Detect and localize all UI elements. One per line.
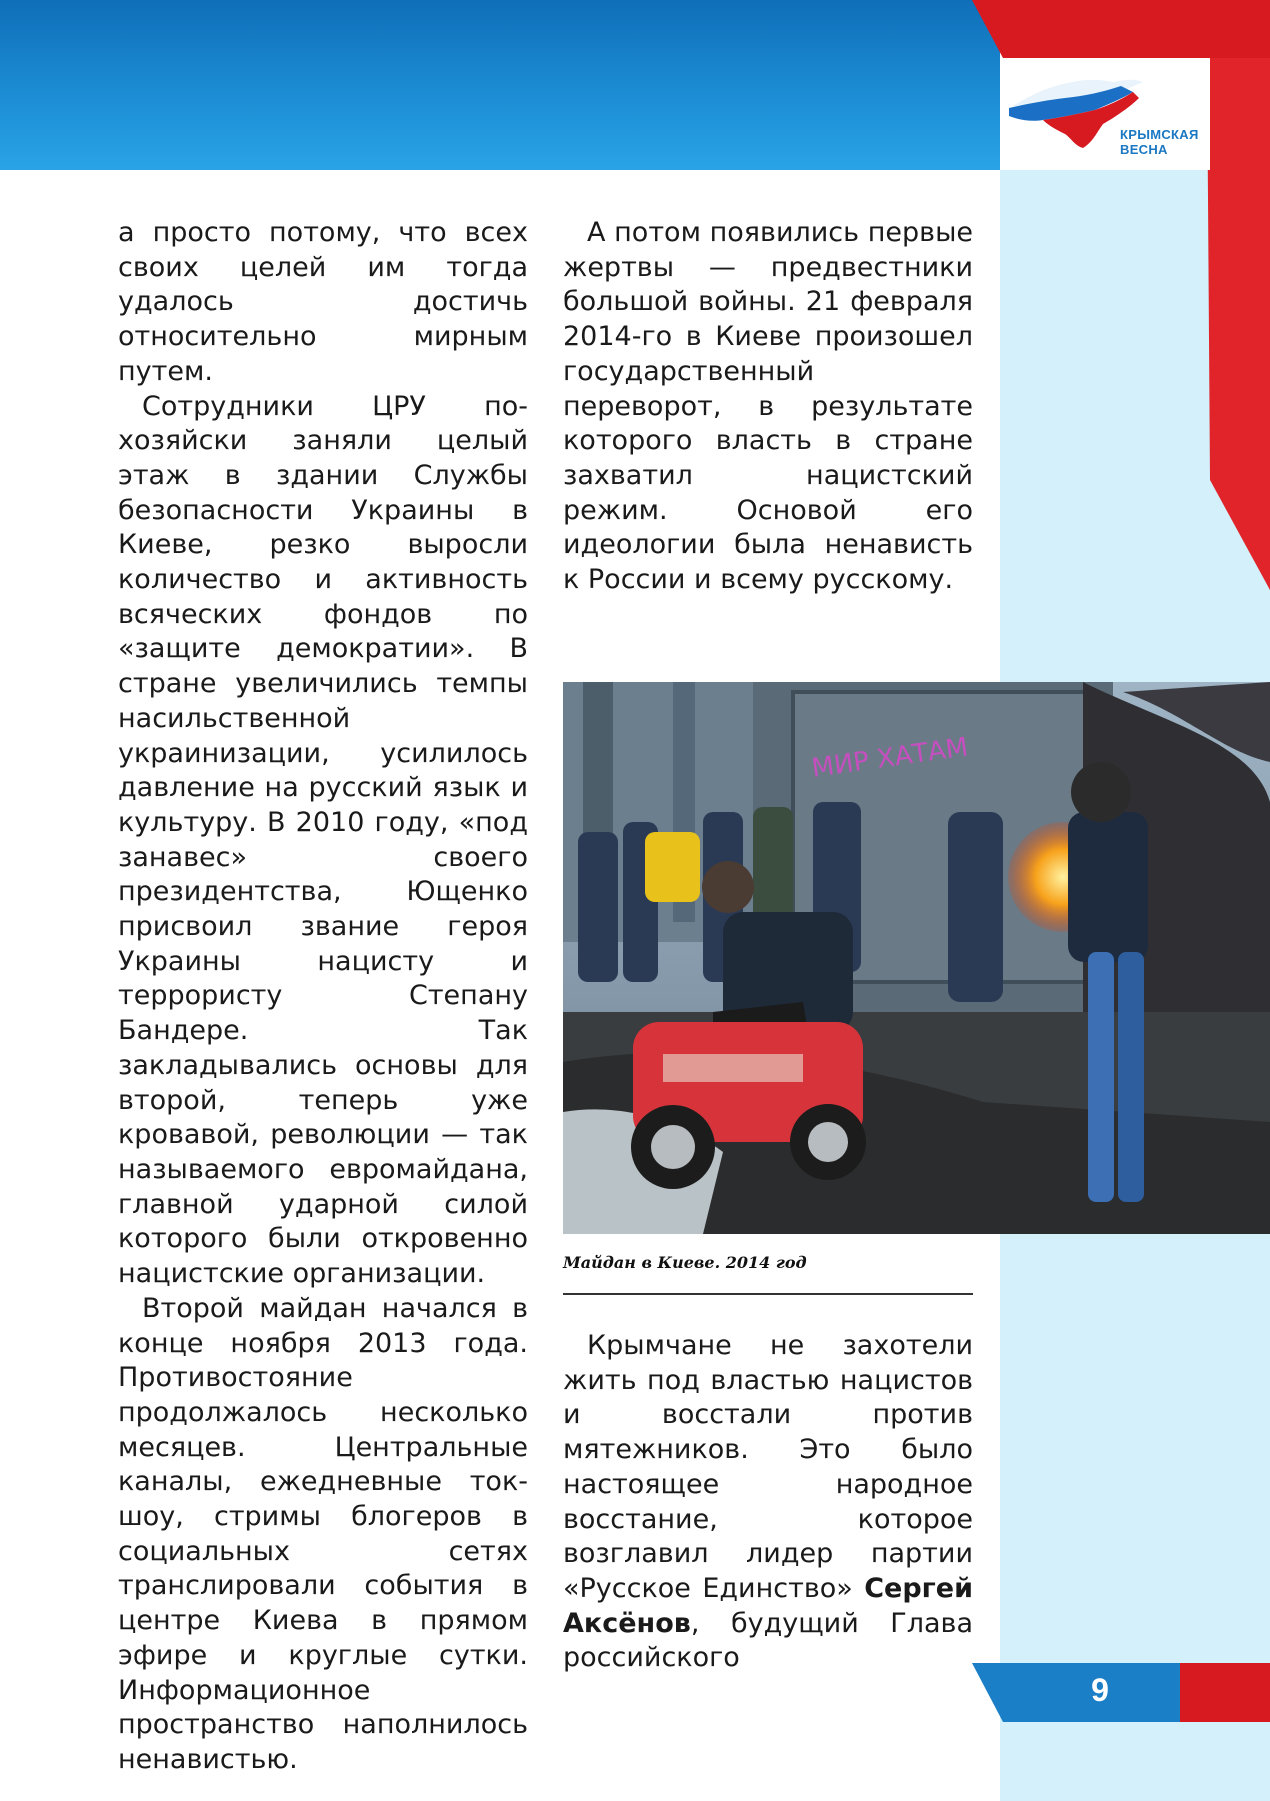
graffiti-text: МИР ХАТАМ bbox=[809, 732, 970, 784]
logo-line-1: КРЫМСКАЯ bbox=[1120, 127, 1199, 142]
paragraph: Второй майдан начался в конце ноября 2013 года. Противостояние продолжалось несколько месяцев. Центральные каналы, ежедневные ток-шоу, стримы блогеров в социальных сетях транслировали события в центре Киева в прямом эфире и круглые сутки. Информационное пространство наполнилось ненавистью. bbox=[118, 1292, 528, 1775]
paragraph-text: , будущий Глава российского bbox=[563, 1607, 973, 1674]
logo-line-2: ВЕСНА bbox=[1120, 142, 1168, 157]
paragraph: А потом появились первые жертвы — предвестники большой войны. 21 февраля 2014-го в Киеве произошел государственный переворот, в результате которого власть в стране захватил нацистский режим. Основой его идеологии была ненависть к России и всему русскому. bbox=[563, 217, 973, 596]
page-number: 9 bbox=[1091, 1672, 1109, 1708]
paragraph: а просто потому, что всех своих целей им тогда удалось достичь относительно мирным путем. bbox=[118, 217, 528, 387]
paragraph: Сотрудники ЦРУ по-хозяйски заняли целый этаж в здании Службы безопасности Украины в Киеве, резко выросли количество и активность всяческих фондов по «защите демократии». В стране увеличились темпы насильственной украинизации, усилилось давление на русский язык и культуру. В 2010 году, «под занавес» своего президентства, Ющенко присвоил звание героя Украины нацисту и террористу Степану Бандере. Так закладывались основы для второй, теперь уже кровавой, революции — так называемого евромайдана, главной ударной силой которого были откровенно нацистские организации. bbox=[118, 390, 528, 1290]
paragraph-text: Крымчане не захотели жить под властью нацистов и восстали против мятежников. Это было настоящее народное восстание, которое возглавил лидер партии «Русское Единство» bbox=[563, 1330, 973, 1604]
photo-caption: Майдан в Киеве. 2014 год bbox=[563, 1253, 807, 1272]
person-name: Сергей Аксёнов bbox=[563, 1572, 973, 1639]
